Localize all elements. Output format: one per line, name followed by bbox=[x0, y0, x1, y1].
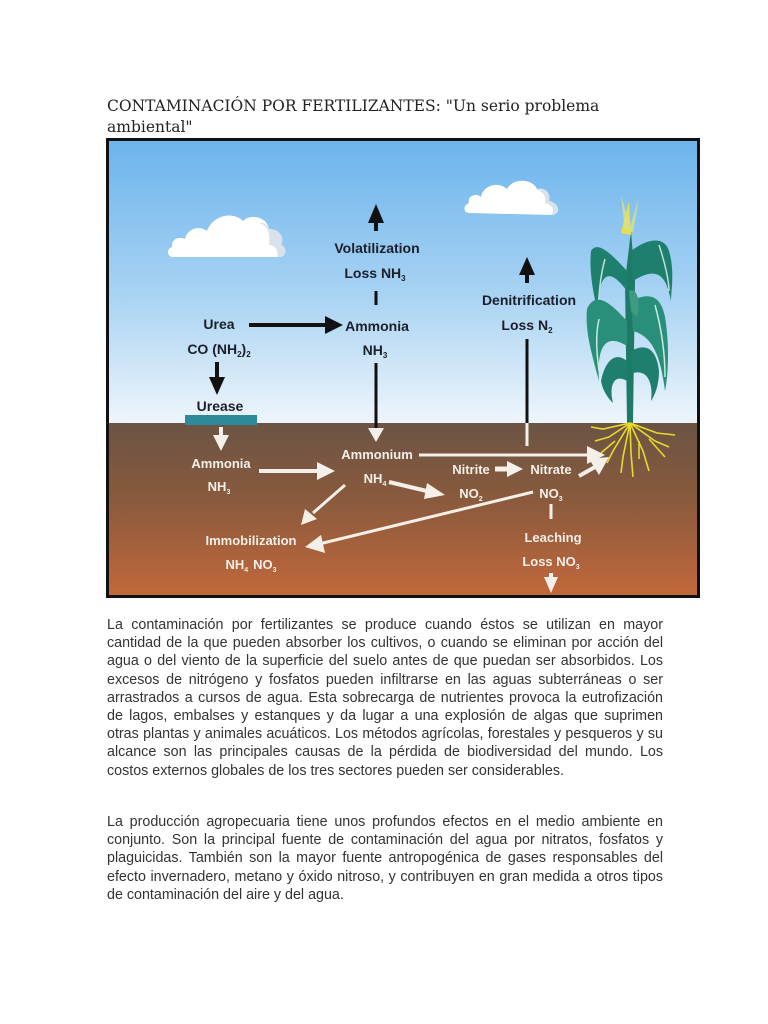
nitrate-formula: $NO_3$ bbox=[539, 486, 563, 503]
urea-formula-label: CO $(NH_2)_2$ bbox=[187, 341, 251, 359]
nitrite-formula: $NO_2$ bbox=[459, 486, 483, 503]
immobilization-label: Immobilization bbox=[205, 533, 297, 548]
ammonia-soil-formula: $NH_3$ bbox=[207, 479, 231, 496]
body-paragraph-1: La contaminación por fertilizantes se produce cuando éstos se utilizan en mayor cantidad de la que pueden absorber los cultivos, o cuando se eliminan por acción del agua o del viento de la superficie del suelo antes de que puedan ser absorbidos. Los excesos de nitrógeno y fosfatos pueden infiltrarse en las aguas subterráneas o ser arrastrados a cursos de agua. Esta sobrecarga de nutrientes provoca la eutrofización de lagos, embalses y estanques y da lugar a una explosión de algas que suprimen otras plantas y animales acuáticos. Los métodos agrícolas, forestales y pesqueros y su alcance son las principales causas de la pérdida de biodiversidad del mundo. Los costos externos globales de los tres sectores pueden ser considerables. bbox=[107, 617, 663, 779]
volatilization-loss-label: Loss $NH_3$ bbox=[344, 265, 406, 283]
urea-label: Urea bbox=[203, 316, 235, 332]
volatilization-label: Volatilization bbox=[334, 240, 420, 256]
urease-label: Urease bbox=[196, 398, 244, 414]
denitrification-label: Denitrification bbox=[481, 292, 577, 308]
leaching-label: Leaching bbox=[524, 530, 582, 545]
body-paragraph-2: La producción agropecuaria tiene unos profundos efectos en el medio ambiente en conjunto. Son la principal fuente de contaminación del agua por nitratos, fosfatos y plaguicidas. También son la mayor fuente antropogénica de gases responsables del efecto invernadero, metano y óxido nitroso, y contribuyen en gran medida a otros tipos de contaminación del aire y del agua. bbox=[107, 814, 663, 903]
ammonium-label: Ammonium bbox=[341, 447, 413, 462]
ammonia-air-formula: $NH_3$ bbox=[362, 342, 388, 360]
ammonia-soil-label: Ammonia bbox=[191, 456, 251, 471]
leaching-loss-label: Loss $NO_3$ bbox=[522, 554, 580, 571]
nitrate-label: Nitrate bbox=[530, 462, 572, 477]
nitrogen-cycle-diagram bbox=[106, 138, 700, 598]
ammonia-air-label: Ammonia bbox=[345, 318, 409, 334]
nitrite-label: Nitrite bbox=[452, 462, 490, 477]
ammonium-formula: $NH_4$ bbox=[363, 471, 387, 488]
page-title: CONTAMINACIÓN POR FERTILIZANTES: "Un serio problema ambiental" bbox=[107, 97, 600, 136]
denitrification-loss-label: Loss $N_2$ bbox=[501, 317, 553, 335]
immobilization-formula: $NH_4$ $NO_3$ bbox=[225, 557, 277, 574]
urease-bar bbox=[185, 415, 257, 425]
